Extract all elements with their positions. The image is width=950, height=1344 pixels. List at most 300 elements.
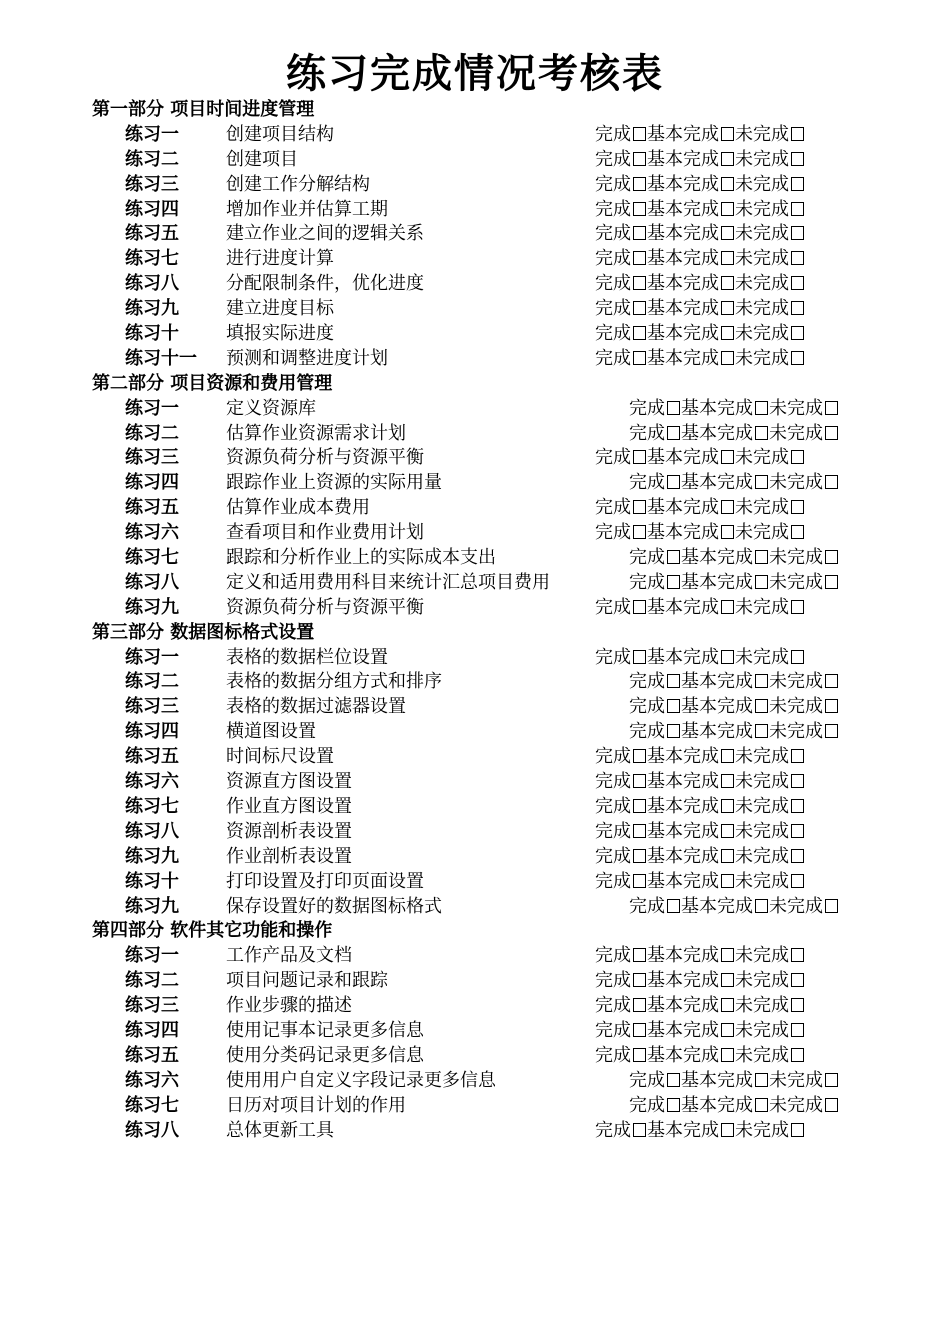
completion-status-group	[595, 596, 805, 621]
checkbox-complete[interactable]	[633, 525, 646, 539]
checkbox-complete[interactable]	[633, 1048, 646, 1062]
exercise-title: 日历对项目计划的作用	[226, 1094, 406, 1116]
exercise-title: 项目问题记录和跟踪	[226, 970, 388, 992]
status-label-basic-complete: 基本完成	[681, 422, 753, 444]
exercise-row	[0, 969, 950, 994]
checkbox-incomplete[interactable]	[791, 1023, 804, 1037]
exercise-title: 使用用户自定义字段记录更多信息	[226, 1069, 496, 1091]
status-label-incomplete: 未完成	[769, 721, 823, 743]
status-label-incomplete: 未完成	[735, 820, 789, 842]
checkbox-incomplete[interactable]	[825, 426, 838, 440]
completion-status-group	[595, 148, 805, 173]
status-label-basic-complete: 基本完成	[647, 1119, 719, 1141]
exercise-row	[0, 297, 950, 322]
status-label-basic-complete: 基本完成	[647, 273, 719, 295]
checkbox-incomplete[interactable]	[825, 724, 838, 738]
status-label-basic-complete: 基本完成	[647, 223, 719, 245]
exercise-title: 表格的数据分组方式和排序	[226, 671, 442, 693]
exercise-number: 练习四	[125, 198, 179, 220]
checkbox-basic-complete[interactable]	[721, 948, 734, 962]
exercise-row	[0, 745, 950, 770]
checkbox-incomplete[interactable]	[791, 998, 804, 1012]
checkbox-incomplete[interactable]	[791, 525, 804, 539]
completion-status-group	[629, 571, 839, 596]
exercise-number: 练习一	[125, 397, 179, 419]
checkbox-complete[interactable]	[667, 1098, 680, 1112]
exercise-title: 表格的数据栏位设置	[226, 646, 388, 668]
checkbox-complete[interactable]	[667, 550, 680, 564]
checkbox-complete[interactable]	[633, 998, 646, 1012]
status-label-incomplete: 未完成	[735, 347, 789, 369]
checkbox-incomplete[interactable]	[791, 824, 804, 838]
completion-status-group	[595, 994, 805, 1019]
completion-status-group	[629, 1094, 839, 1119]
checkbox-incomplete[interactable]	[791, 650, 804, 664]
completion-status-group	[595, 173, 805, 198]
checkbox-basic-complete[interactable]	[721, 824, 734, 838]
exercise-number: 练习八	[125, 820, 179, 842]
completion-status-group	[595, 347, 805, 372]
checkbox-basic-complete[interactable]	[721, 1048, 734, 1062]
checkbox-complete[interactable]	[667, 1073, 680, 1087]
completion-status-group	[595, 272, 805, 297]
checkbox-complete[interactable]	[633, 799, 646, 813]
exercise-title: 建立进度目标	[226, 298, 334, 320]
checkbox-complete[interactable]	[667, 575, 680, 589]
checkbox-basic-complete[interactable]	[721, 749, 734, 763]
completion-status-group	[595, 521, 805, 546]
checkbox-complete[interactable]	[633, 251, 646, 265]
status-label-incomplete: 未完成	[735, 995, 789, 1017]
checkbox-incomplete[interactable]	[791, 1048, 804, 1062]
exercise-title: 增加作业并估算工期	[226, 198, 388, 220]
checkbox-basic-complete[interactable]	[721, 351, 734, 365]
status-label-basic-complete: 基本完成	[681, 571, 753, 593]
checkbox-incomplete[interactable]	[791, 774, 804, 788]
checkbox-complete[interactable]	[667, 699, 680, 713]
status-label-complete: 完成	[595, 323, 631, 345]
checkbox-basic-complete[interactable]	[721, 998, 734, 1012]
exercise-row	[0, 670, 950, 695]
exercise-row	[0, 198, 950, 223]
section-heading: 第二部分 项目资源和费用管理	[92, 372, 333, 394]
checkbox-incomplete[interactable]	[791, 152, 804, 166]
status-label-complete: 完成	[595, 945, 631, 967]
checkbox-basic-complete[interactable]	[721, 500, 734, 514]
checkbox-basic-complete[interactable]	[721, 525, 734, 539]
exercise-row	[0, 272, 950, 297]
exercise-row	[0, 770, 950, 795]
checkbox-incomplete[interactable]	[825, 1098, 838, 1112]
exercise-row	[0, 222, 950, 247]
status-label-complete: 完成	[595, 273, 631, 295]
checkbox-incomplete[interactable]	[791, 326, 804, 340]
checkbox-complete[interactable]	[633, 849, 646, 863]
checkbox-incomplete[interactable]	[791, 799, 804, 813]
checkbox-basic-complete[interactable]	[755, 475, 768, 489]
checkbox-basic-complete[interactable]	[755, 550, 768, 564]
status-label-incomplete: 未完成	[769, 571, 823, 593]
exercise-number: 练习六	[125, 1069, 179, 1091]
status-label-basic-complete: 基本完成	[647, 795, 719, 817]
checkbox-incomplete[interactable]	[791, 749, 804, 763]
exercise-number: 练习十	[125, 870, 179, 892]
exercise-number: 练习三	[125, 995, 179, 1017]
status-label-complete: 完成	[629, 721, 665, 743]
status-label-basic-complete: 基本完成	[647, 447, 719, 469]
checkbox-basic-complete[interactable]	[755, 1098, 768, 1112]
status-label-basic-complete: 基本完成	[681, 895, 753, 917]
checkbox-incomplete[interactable]	[825, 699, 838, 713]
exercise-number: 练习四	[125, 1019, 179, 1041]
completion-status-group	[595, 845, 805, 870]
status-label-basic-complete: 基本完成	[647, 646, 719, 668]
exercise-row	[0, 870, 950, 895]
checkbox-basic-complete[interactable]	[755, 426, 768, 440]
checkbox-basic-complete[interactable]	[721, 774, 734, 788]
exercise-row	[0, 471, 950, 496]
exercise-number: 练习八	[125, 571, 179, 593]
status-label-incomplete: 未完成	[769, 397, 823, 419]
status-label-basic-complete: 基本完成	[681, 397, 753, 419]
checkbox-incomplete[interactable]	[825, 674, 838, 688]
exercise-title: 作业步骤的描述	[226, 995, 352, 1017]
status-label-basic-complete: 基本完成	[647, 248, 719, 270]
checkbox-basic-complete[interactable]	[755, 674, 768, 688]
checkbox-complete[interactable]	[667, 899, 680, 913]
completion-status-group	[629, 895, 839, 920]
status-label-basic-complete: 基本完成	[647, 198, 719, 220]
exercise-title: 填报实际进度	[226, 323, 334, 345]
status-label-basic-complete: 基本完成	[647, 298, 719, 320]
status-label-incomplete: 未完成	[735, 945, 789, 967]
status-label-basic-complete: 基本完成	[647, 771, 719, 793]
checkbox-basic-complete[interactable]	[721, 799, 734, 813]
exercise-title: 跟踪和分析作业上的实际成本支出	[226, 547, 496, 569]
status-label-basic-complete: 基本完成	[681, 671, 753, 693]
exercise-row	[0, 571, 950, 596]
exercise-title: 预测和调整进度计划	[226, 347, 388, 369]
checkbox-basic-complete[interactable]	[755, 724, 768, 738]
completion-status-group	[595, 247, 805, 272]
exercise-row	[0, 422, 950, 447]
checkbox-complete[interactable]	[633, 127, 646, 141]
exercise-title: 时间标尺设置	[226, 746, 334, 768]
exercise-title: 估算作业成本费用	[226, 497, 370, 519]
status-label-complete: 完成	[595, 198, 631, 220]
checkbox-basic-complete[interactable]	[721, 276, 734, 290]
completion-status-group	[595, 944, 805, 969]
checkbox-basic-complete[interactable]	[721, 251, 734, 265]
exercise-row	[0, 1044, 950, 1069]
checkbox-complete[interactable]	[667, 426, 680, 440]
status-label-basic-complete: 基本完成	[681, 696, 753, 718]
status-label-basic-complete: 基本完成	[647, 746, 719, 768]
status-label-complete: 完成	[629, 472, 665, 494]
status-label-incomplete: 未完成	[735, 771, 789, 793]
checkbox-complete[interactable]	[667, 674, 680, 688]
checkbox-complete[interactable]	[633, 450, 646, 464]
status-label-incomplete: 未完成	[769, 472, 823, 494]
status-label-basic-complete: 基本完成	[647, 945, 719, 967]
checkbox-complete[interactable]	[633, 276, 646, 290]
checkbox-complete[interactable]	[633, 1023, 646, 1037]
checkbox-complete[interactable]	[633, 650, 646, 664]
checkbox-incomplete[interactable]	[791, 127, 804, 141]
checkbox-incomplete[interactable]	[791, 226, 804, 240]
exercise-number: 练习四	[125, 472, 179, 494]
checkbox-incomplete[interactable]	[791, 276, 804, 290]
status-label-basic-complete: 基本完成	[647, 1019, 719, 1041]
status-label-incomplete: 未完成	[735, 148, 789, 170]
status-label-basic-complete: 基本完成	[647, 497, 719, 519]
exercise-row	[0, 895, 950, 920]
status-label-incomplete: 未完成	[735, 273, 789, 295]
checkbox-incomplete[interactable]	[825, 575, 838, 589]
exercise-row	[0, 247, 950, 272]
status-label-incomplete: 未完成	[735, 323, 789, 345]
checkbox-incomplete[interactable]	[825, 550, 838, 564]
exercise-row	[0, 1119, 950, 1144]
status-label-complete: 完成	[595, 497, 631, 519]
checkbox-incomplete[interactable]	[791, 251, 804, 265]
checkbox-basic-complete[interactable]	[721, 202, 734, 216]
status-label-complete: 完成	[595, 970, 631, 992]
checkbox-basic-complete[interactable]	[721, 127, 734, 141]
checkbox-basic-complete[interactable]	[721, 226, 734, 240]
status-label-complete: 完成	[629, 547, 665, 569]
status-label-complete: 完成	[595, 123, 631, 145]
exercise-number: 练习五	[125, 746, 179, 768]
checkbox-incomplete[interactable]	[825, 899, 838, 913]
checkbox-basic-complete[interactable]	[721, 874, 734, 888]
checkbox-complete[interactable]	[633, 874, 646, 888]
completion-status-group	[595, 198, 805, 223]
status-label-complete: 完成	[595, 522, 631, 544]
exercise-row	[0, 322, 950, 347]
checkbox-basic-complete[interactable]	[721, 450, 734, 464]
checkbox-basic-complete[interactable]	[721, 1023, 734, 1037]
exercise-title: 资源负荷分析与资源平衡	[226, 447, 424, 469]
status-label-complete: 完成	[595, 1119, 631, 1141]
exercise-number: 练习三	[125, 696, 179, 718]
status-label-incomplete: 未完成	[735, 248, 789, 270]
status-label-complete: 完成	[595, 995, 631, 1017]
checkbox-complete[interactable]	[633, 226, 646, 240]
status-label-incomplete: 未完成	[769, 1069, 823, 1091]
exercise-number: 练习九	[125, 845, 179, 867]
checkbox-incomplete[interactable]	[791, 301, 804, 315]
exercise-number: 练习八	[125, 1119, 179, 1141]
exercise-number: 练习三	[125, 173, 179, 195]
status-label-complete: 完成	[629, 571, 665, 593]
checkbox-incomplete[interactable]	[791, 202, 804, 216]
exercise-row	[0, 446, 950, 471]
checkbox-incomplete[interactable]	[791, 351, 804, 365]
status-label-basic-complete: 基本完成	[681, 1094, 753, 1116]
exercise-number: 练习五	[125, 223, 179, 245]
exercise-row	[0, 496, 950, 521]
status-label-incomplete: 未完成	[735, 870, 789, 892]
page-title: 练习完成情况考核表	[286, 50, 664, 97]
checkbox-complete[interactable]	[667, 401, 680, 415]
exercise-title: 分配限制条件，优化进度	[226, 273, 424, 295]
status-label-complete: 完成	[629, 397, 665, 419]
exercise-title: 保存设置好的数据图标格式	[226, 895, 442, 917]
checkbox-incomplete[interactable]	[791, 1123, 804, 1137]
checkbox-incomplete[interactable]	[825, 475, 838, 489]
checkbox-complete[interactable]	[633, 600, 646, 614]
status-label-incomplete: 未完成	[735, 1119, 789, 1141]
completion-status-group	[595, 446, 805, 471]
exercise-title: 定义资源库	[226, 397, 316, 419]
checkbox-basic-complete[interactable]	[721, 650, 734, 664]
checkbox-basic-complete[interactable]	[721, 177, 734, 191]
exercise-number: 练习九	[125, 895, 179, 917]
completion-status-group	[629, 397, 839, 422]
exercise-title: 查看项目和作业费用计划	[226, 522, 424, 544]
status-label-incomplete: 未完成	[769, 547, 823, 569]
checkbox-complete[interactable]	[633, 824, 646, 838]
checkbox-basic-complete[interactable]	[755, 1073, 768, 1087]
status-label-basic-complete: 基本完成	[681, 1069, 753, 1091]
status-label-basic-complete: 基本完成	[647, 323, 719, 345]
status-label-complete: 完成	[595, 148, 631, 170]
status-label-basic-complete: 基本完成	[647, 995, 719, 1017]
exercise-number: 练习七	[125, 795, 179, 817]
checkbox-complete[interactable]	[633, 326, 646, 340]
checkbox-complete[interactable]	[633, 774, 646, 788]
exercise-number: 练习二	[125, 422, 179, 444]
status-label-basic-complete: 基本完成	[647, 148, 719, 170]
completion-status-group	[629, 422, 839, 447]
status-label-incomplete: 未完成	[735, 596, 789, 618]
status-label-complete: 完成	[595, 1019, 631, 1041]
status-label-complete: 完成	[595, 347, 631, 369]
status-label-complete: 完成	[595, 173, 631, 195]
exercise-row	[0, 994, 950, 1019]
completion-status-group	[629, 695, 839, 720]
status-label-incomplete: 未完成	[735, 447, 789, 469]
exercise-number: 练习一	[125, 945, 179, 967]
checkbox-basic-complete[interactable]	[721, 301, 734, 315]
status-label-basic-complete: 基本完成	[647, 123, 719, 145]
checkbox-complete[interactable]	[633, 202, 646, 216]
checkbox-basic-complete[interactable]	[755, 699, 768, 713]
checkbox-incomplete[interactable]	[791, 948, 804, 962]
checkbox-complete[interactable]	[633, 1123, 646, 1137]
checkbox-incomplete[interactable]	[791, 849, 804, 863]
exercise-row	[0, 646, 950, 671]
checkbox-basic-complete[interactable]	[721, 152, 734, 166]
completion-status-group	[629, 1069, 839, 1094]
exercise-number: 练习二	[125, 671, 179, 693]
checkbox-basic-complete[interactable]	[755, 401, 768, 415]
exercise-number: 练习七	[125, 1094, 179, 1116]
status-label-incomplete: 未完成	[735, 123, 789, 145]
checkbox-complete[interactable]	[633, 351, 646, 365]
exercise-number: 练习六	[125, 522, 179, 544]
checkbox-basic-complete[interactable]	[721, 973, 734, 987]
exercise-row	[0, 173, 950, 198]
checkbox-incomplete[interactable]	[791, 177, 804, 191]
completion-status-group	[629, 471, 839, 496]
checkbox-basic-complete[interactable]	[721, 1123, 734, 1137]
checkbox-complete[interactable]	[633, 301, 646, 315]
status-label-incomplete: 未完成	[735, 497, 789, 519]
checkbox-complete[interactable]	[667, 475, 680, 489]
completion-status-group	[595, 297, 805, 322]
status-label-basic-complete: 基本完成	[647, 970, 719, 992]
exercise-title: 跟踪作业上资源的实际用量	[226, 472, 442, 494]
checkbox-complete[interactable]	[667, 724, 680, 738]
checkbox-incomplete[interactable]	[791, 600, 804, 614]
exercise-title: 作业剖析表设置	[226, 845, 352, 867]
status-label-complete: 完成	[595, 771, 631, 793]
checkbox-incomplete[interactable]	[791, 500, 804, 514]
checkbox-basic-complete[interactable]	[721, 326, 734, 340]
checkbox-complete[interactable]	[633, 152, 646, 166]
completion-status-group	[595, 222, 805, 247]
checkbox-complete[interactable]	[633, 973, 646, 987]
checkbox-incomplete[interactable]	[825, 401, 838, 415]
status-label-incomplete: 未完成	[735, 646, 789, 668]
exercise-row	[0, 845, 950, 870]
completion-status-group	[595, 820, 805, 845]
exercise-title: 估算作业资源需求计划	[226, 422, 406, 444]
exercise-number: 练习二	[125, 970, 179, 992]
completion-status-group	[595, 1119, 805, 1144]
checkbox-complete[interactable]	[633, 177, 646, 191]
status-label-basic-complete: 基本完成	[647, 870, 719, 892]
completion-status-group	[595, 1044, 805, 1069]
checkbox-incomplete[interactable]	[791, 973, 804, 987]
status-label-incomplete: 未完成	[735, 746, 789, 768]
status-label-complete: 完成	[595, 223, 631, 245]
completion-status-group	[595, 795, 805, 820]
checkbox-incomplete[interactable]	[791, 874, 804, 888]
status-label-complete: 完成	[595, 1044, 631, 1066]
status-label-incomplete: 未完成	[735, 845, 789, 867]
status-label-complete: 完成	[595, 248, 631, 270]
section-heading: 第三部分 数据图标格式设置	[92, 621, 315, 643]
exercise-title: 资源直方图设置	[226, 771, 352, 793]
exercise-title: 资源剖析表设置	[226, 820, 352, 842]
status-label-incomplete: 未完成	[735, 970, 789, 992]
exercise-title: 使用分类码记录更多信息	[226, 1044, 424, 1066]
checkbox-incomplete[interactable]	[791, 450, 804, 464]
checkbox-complete[interactable]	[633, 749, 646, 763]
completion-status-group	[595, 969, 805, 994]
exercise-number: 练习二	[125, 148, 179, 170]
exercise-number: 练习九	[125, 596, 179, 618]
section-heading: 第一部分 项目时间进度管理	[92, 99, 315, 120]
exercise-title: 资源负荷分析与资源平衡	[226, 596, 424, 618]
checkbox-basic-complete[interactable]	[755, 899, 768, 913]
exercise-row	[0, 521, 950, 546]
exercise-number: 练习七	[125, 248, 179, 270]
completion-status-group	[595, 496, 805, 521]
checkbox-basic-complete[interactable]	[721, 600, 734, 614]
checkbox-complete[interactable]	[633, 500, 646, 514]
checkbox-basic-complete[interactable]	[755, 575, 768, 589]
checkbox-incomplete[interactable]	[825, 1073, 838, 1087]
checkbox-basic-complete[interactable]	[721, 849, 734, 863]
checkbox-complete[interactable]	[633, 948, 646, 962]
exercise-number: 练习五	[125, 497, 179, 519]
exercise-row	[0, 720, 950, 745]
exercise-number: 练习三	[125, 447, 179, 469]
